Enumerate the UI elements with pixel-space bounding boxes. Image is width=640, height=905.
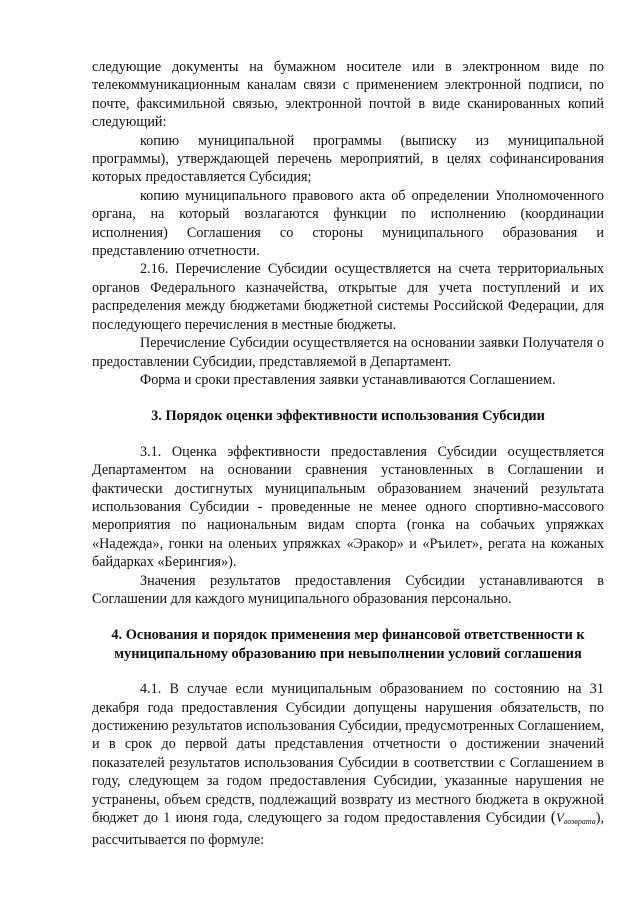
- paragraph-legal-act-copy: копию муниципального правового акта об определении Уполномоченного органа, на который возлагаются функции по исполнению (координации исполнения) Соглашения со стороны муниципального образования и представлению отчетности.: [92, 187, 604, 260]
- paragraph-intro: следующие документы на бумажном носителе или в электронном виде по телекоммуникационным каналам связи с применением электронной подписи, по почте, факсимильной связью, электронной почтой в виде сканированных копий следующий:: [92, 59, 604, 131]
- section-4-heading: [92, 626, 604, 663]
- formula-subscript: возврата: [564, 817, 596, 827]
- paragraph-4-1: [92, 680, 604, 850]
- formula-variable: V: [556, 810, 564, 826]
- paragraph-3-1: 3.1. Оценка эффективности предоставления Субсидии осуществляется Департаментом на основании сравнения установленных в Соглашении и фактически достигнутых муниципальным образованием значений результата использования Субсидии - проведенные не менее одного спортивно-массового мероприятия по национальным видам спорта (гонка на собачьих упряжках «Надежда», гонки на оленьих упряжках «Эракор» и «Ръилет», регата на кожаных байдарках «Берингия»).: [92, 443, 604, 571]
- paragraph-4-1-tail: ), рассчитывается по формуле:: [92, 810, 605, 849]
- formula-open-paren: (: [550, 809, 557, 827]
- paragraph-transfer-basis: Перечисление Субсидии осуществляется на основании заявки Получателя о предоставлении Субсидии, представляемой в Департамент.: [92, 335, 604, 370]
- document-page: [92, 58, 604, 850]
- paragraph-4-1-text: 4.1. В случае если муниципальным образованием по состоянию на 31 декабря года предоставления Субсидии допущены нарушения обязательств, по достижению результатов использования Субсидии, предусмотренных Соглашением, и в срок до первой даты представления отчетности о достижении значений показателей результатов использования Субсидии в соответствии с Соглашением в году, следующем за годом предоставления Субсидии, указанные нарушения не устранены, объем средств, подлежащий возврату из местного бюджета в окружной бюджет до 1 июня года, следующего за годом предоставления Субсидии: [92, 681, 604, 827]
- section-4-heading-line2: муниципальному образованию при невыполнении условий соглашения: [114, 645, 582, 662]
- paragraph-result-values: Значения результатов предоставления Субсидии устанавливаются в Соглашении для каждого муниципального образования персонально.: [92, 572, 604, 607]
- paragraph-application-form: Форма и сроки преставления заявки устанавливаются Соглашением.: [140, 371, 556, 388]
- section-3-heading: 3. Порядок оценки эффективности использования Субсидии: [151, 408, 545, 425]
- section-4-heading-line1: 4. Основания и порядок применения мер финансовой ответственности к: [111, 627, 585, 644]
- paragraph-program-copy: копию муниципальной программы (выписку из муниципальной программы), утверждающей перечень мероприятий, в целях софинансирования которых предоставляется Субсидия;: [92, 132, 604, 186]
- paragraph-2-16: 2.16. Перечисление Субсидии осуществляется на счета территориальных органов Федерального казначейства, открытые для учета поступлений и их распределения между бюджетами бюджетной системы Российской Федерации, для последующего перечисления в местные бюджеты.: [92, 261, 604, 333]
